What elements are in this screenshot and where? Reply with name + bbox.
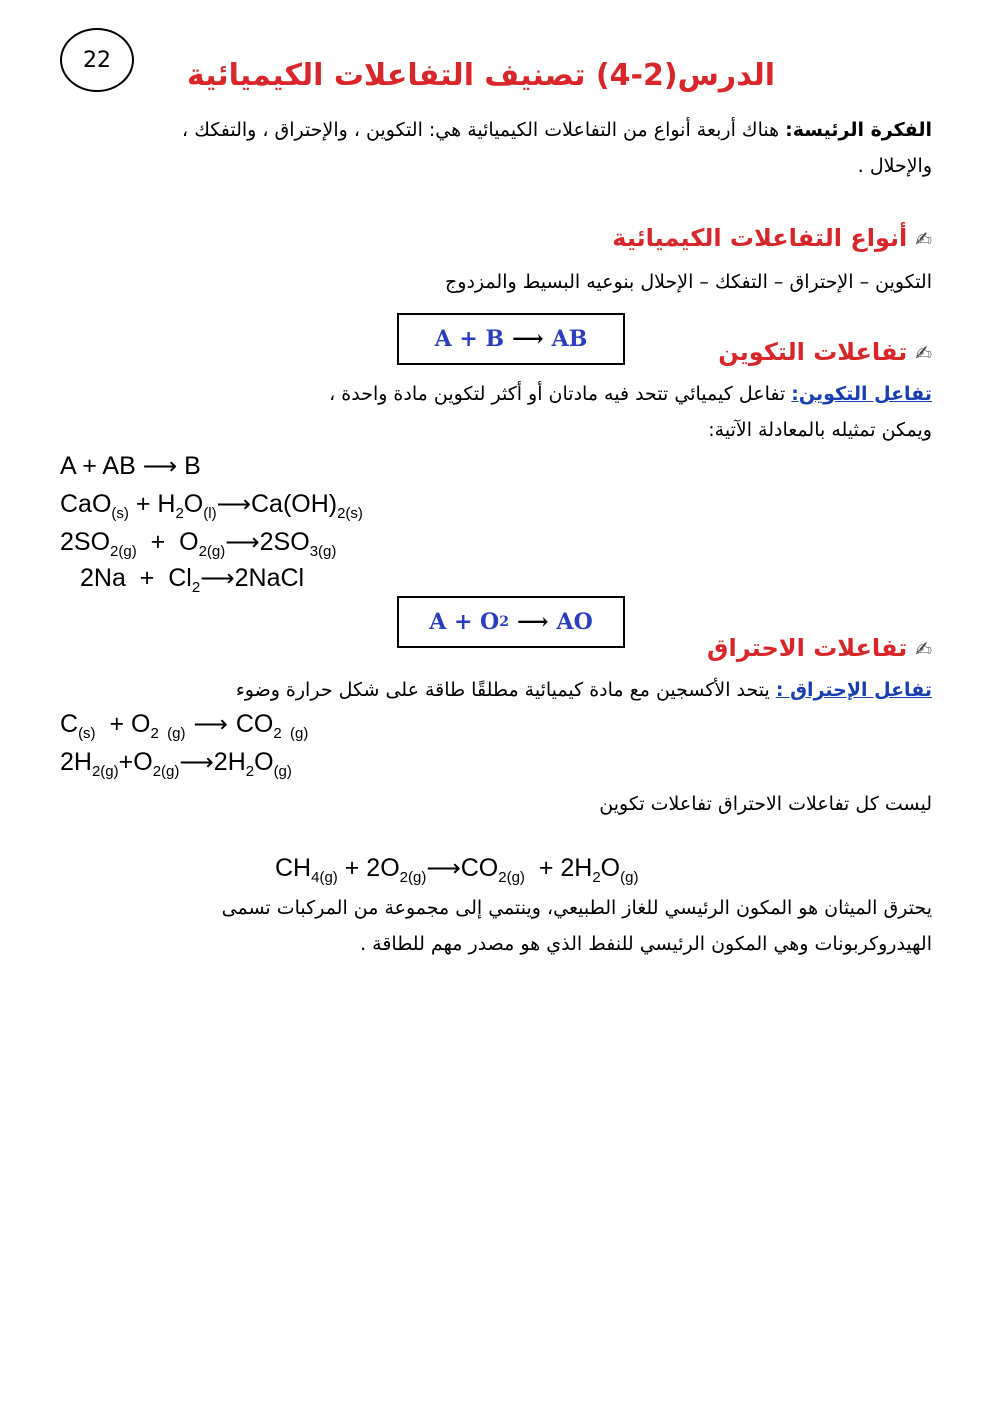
main-idea <box>132 112 932 184</box>
eq-sub: 2 (g) <box>273 725 309 742</box>
eq-part: O <box>600 854 621 882</box>
synthesis-equation-so2 <box>60 528 336 560</box>
combustion-formula-sub: 2 <box>499 614 509 630</box>
lesson-title: الدرس(2-4) تصنيف التفاعلات الكيميائية <box>186 58 776 93</box>
eq-sub: (g) <box>273 763 292 780</box>
eq-part: CO <box>235 710 274 738</box>
eq-sub: (s) <box>111 505 129 522</box>
arrow-icon: ⟶ <box>426 855 461 882</box>
eq-part: CaO <box>60 490 112 518</box>
arrow-icon: ⟶ <box>225 529 260 556</box>
synthesis-formula-rhs: AB <box>551 326 588 352</box>
eq-sub: 2 <box>191 579 201 596</box>
eq-sub: (g) <box>620 869 639 886</box>
equation-lhs: A + AB <box>60 452 136 480</box>
arrow-icon: ⟶ <box>142 453 178 480</box>
eq-sub: 2(g) <box>198 543 226 560</box>
main-idea-text: هناك أربعة أنواع من التفاعلات الكيميائية هي: التكوين ، والإحتراق ، والتفكك ، والإحلال . <box>182 119 932 177</box>
eq-sub: 2 <box>175 505 184 522</box>
arrow-icon: ⟶ <box>216 491 251 518</box>
arrow-icon: ⟶ <box>200 565 235 592</box>
eq-sub: 2 (g) <box>150 725 186 742</box>
combustion-equation-carbon <box>60 710 308 742</box>
eq-sub: (l) <box>203 505 217 522</box>
synthesis-equation-general <box>60 452 201 481</box>
eq-part: + O <box>95 710 151 738</box>
combustion-note: ليست كل تفاعلات الاحتراق تفاعلات تكوين <box>599 793 932 815</box>
eq-sub: (s) <box>78 725 96 742</box>
synthesis-general-formula <box>397 313 625 365</box>
types-heading <box>612 224 932 252</box>
synthesis-formula-lhs: A + B <box>434 326 505 352</box>
synthesis-heading <box>718 338 932 366</box>
eq-sub: 2(g) <box>152 763 180 780</box>
synthesis-heading-text: تفاعلات التكوين <box>718 338 908 366</box>
arrow-icon: ⟶ <box>516 609 549 635</box>
eq-part: 2Na + Cl <box>80 564 192 592</box>
eq-part: CH <box>275 854 312 882</box>
combustion-formula-lhs: A + O <box>429 609 500 635</box>
pen-icon: ✍ <box>915 227 932 251</box>
synthesis-term: تفاعل التكوين: <box>791 383 932 405</box>
synthesis-represent: ويمكن تمثيله بالمعادلة الآتية: <box>708 419 932 441</box>
pen-icon: ✍ <box>915 637 932 661</box>
eq-sub: 4(g) <box>311 869 338 886</box>
synthesis-definition <box>132 376 932 412</box>
synthesis-definition-text: تفاعل كيميائي تتحد فيه مادتان أو أكثر لتكوين مادة واحدة ، <box>329 383 792 405</box>
eq-sub: 2 <box>245 763 255 780</box>
eq-sub: 2(g) <box>110 543 137 560</box>
eq-part: Ca(OH) <box>250 490 338 518</box>
combustion-equation-hydrogen <box>60 748 292 780</box>
combustion-heading-text: تفاعلات الاحتراق <box>707 634 908 662</box>
eq-part: C <box>60 710 79 738</box>
methane-paragraph: يحترق الميثان هو المكون الرئيسي للغاز الطبيعي، وينتمي إلى مجموعة من المركبات تسمى الهيدروكربونات وهي المكون الرئيسي للنفط الذي هو مصدر مهم للطاقة . <box>221 897 932 955</box>
eq-part: + O <box>136 528 199 556</box>
combustion-definition <box>112 672 932 708</box>
eq-sub: 2(g) <box>91 763 119 780</box>
page-number <box>60 28 134 92</box>
eq-part: 2SO <box>259 528 310 556</box>
eq-sub: 2(g) <box>498 869 525 886</box>
eq-part: + 2O <box>337 854 400 882</box>
eq-part: 2SO <box>60 528 111 556</box>
combustion-equation-methane <box>275 854 638 886</box>
eq-part: +O <box>118 748 153 776</box>
arrow-icon: ⟶ <box>179 749 214 776</box>
eq-part: + H <box>128 490 176 518</box>
eq-sub: 2(s) <box>337 505 363 522</box>
synthesis-equation-nacl <box>80 564 304 596</box>
eq-part: + 2H <box>524 854 593 882</box>
pen-icon: ✍ <box>915 341 932 365</box>
eq-part: 2NaCl <box>234 564 305 592</box>
arrow-icon: ⟶ <box>512 326 544 352</box>
combustion-definition-text: يتحد الأكسجين مع مادة كيميائية مطلقًا طاقة على شكل حرارة وضوء <box>235 679 776 701</box>
eq-part: 2H <box>213 748 246 776</box>
eq-part: O <box>183 490 204 518</box>
equation-rhs: B <box>184 452 201 480</box>
combustion-term: تفاعل الإحتراق : <box>775 679 932 701</box>
synthesis-equation-cao <box>60 490 363 522</box>
eq-part: CO <box>460 854 499 882</box>
combustion-heading <box>707 634 932 662</box>
types-heading-text: أنواع التفاعلات الكيميائية <box>612 224 908 252</box>
main-idea-label: الفكرة الرئيسة: <box>785 119 932 141</box>
eq-sub: 2(g) <box>399 869 427 886</box>
page-number-text: 22 <box>83 47 111 73</box>
combustion-general-formula <box>397 596 625 648</box>
combustion-formula-rhs: AO <box>556 609 593 635</box>
types-list: التكوين – الإحتراق – التفكك – الإحلال بنوعيه البسيط والمزدوج <box>445 271 932 293</box>
eq-sub: 3(g) <box>309 543 337 560</box>
eq-part: O <box>254 748 274 776</box>
eq-sub: 2 <box>592 869 601 886</box>
eq-part: 2H <box>60 748 92 776</box>
arrow-icon: ⟶ <box>193 711 228 738</box>
